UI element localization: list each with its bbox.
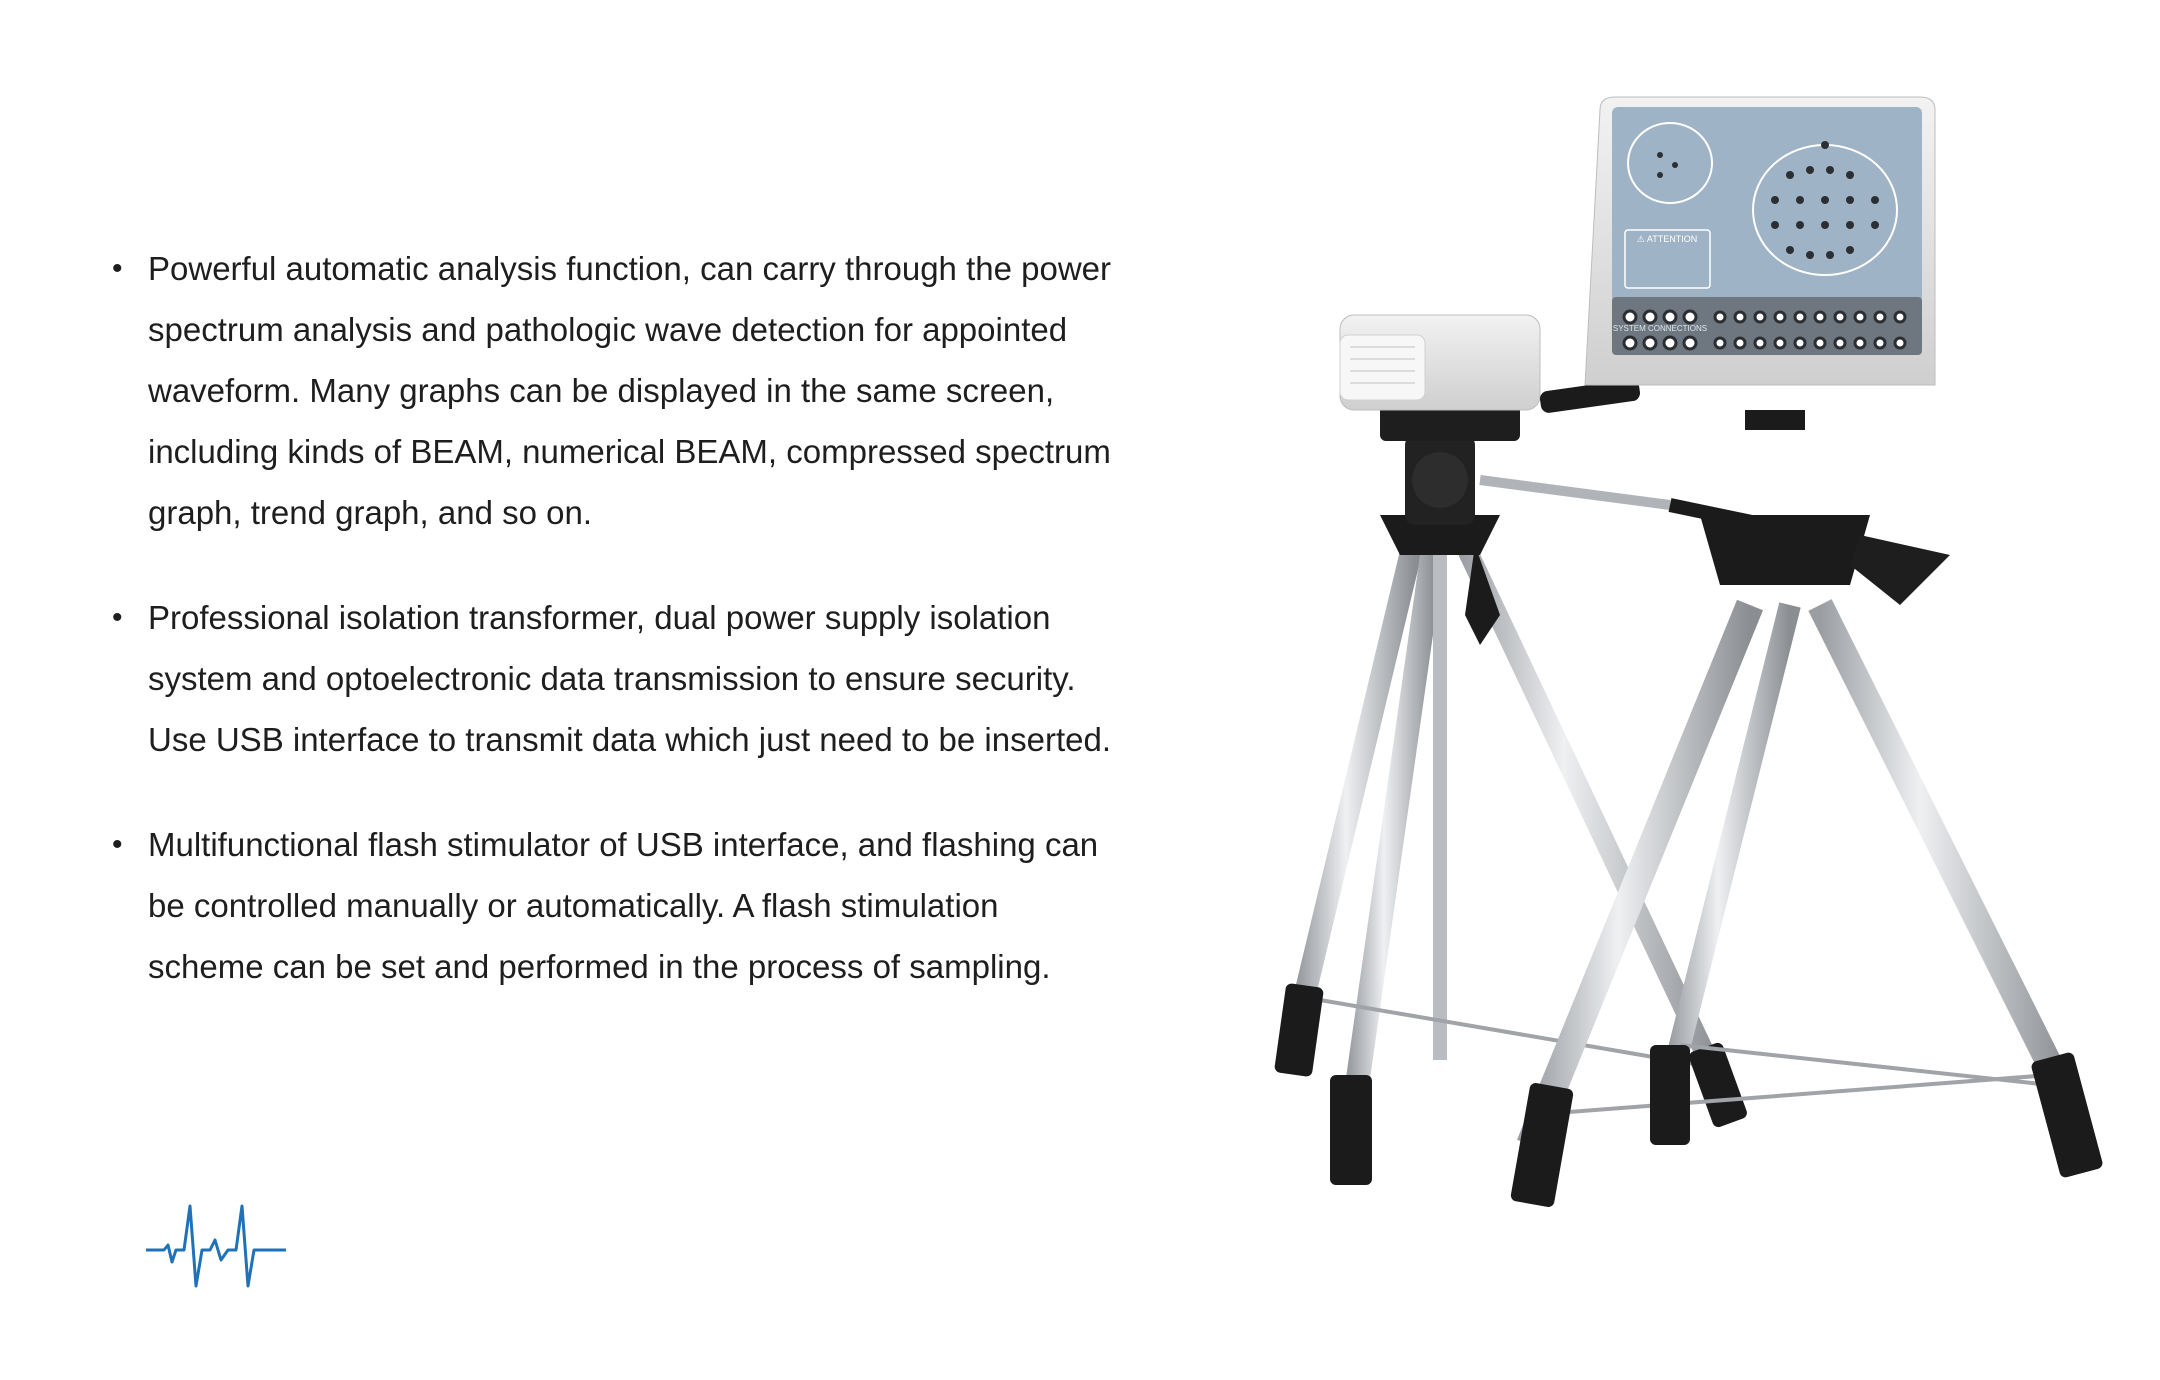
flash-stimulator	[1340, 315, 1540, 410]
small-tripod	[1274, 315, 1790, 1185]
large-tripod	[1510, 378, 2104, 1208]
feature-item-analysis: • Powerful automatic analysis function, can carry through the power spectrum analysis and pathologic wave detection for appointed waveform. Many graphs can be displayed in the same screen, including kinds of BEAM, numerical BEAM, compressed spectrum graph, trend graph, and so on.	[112, 238, 1112, 543]
feature-item-isolation: • Professional isolation transformer, dual power supply isolation system and optoelectronic data transmission to ensure security. Use USB interface to transmit data which just need to be inserted.	[112, 587, 1112, 770]
feature-list	[112, 238, 1112, 1041]
attention-label: ⚠ ATTENTION	[1636, 234, 1698, 244]
heartbeat-icon	[146, 1200, 286, 1290]
eeg-amplifier	[1585, 97, 1935, 385]
connector-label: SYSTEM CONNECTIONS	[1612, 324, 1708, 333]
eeg-device-image	[1230, 85, 2160, 1225]
feature-item-flash-stimulator: • Multifunctional flash stimulator of USB interface, and flashing can be controlled manually or automatically. A flash stimulation scheme can be set and performed in the process of sampling.	[112, 814, 1112, 997]
